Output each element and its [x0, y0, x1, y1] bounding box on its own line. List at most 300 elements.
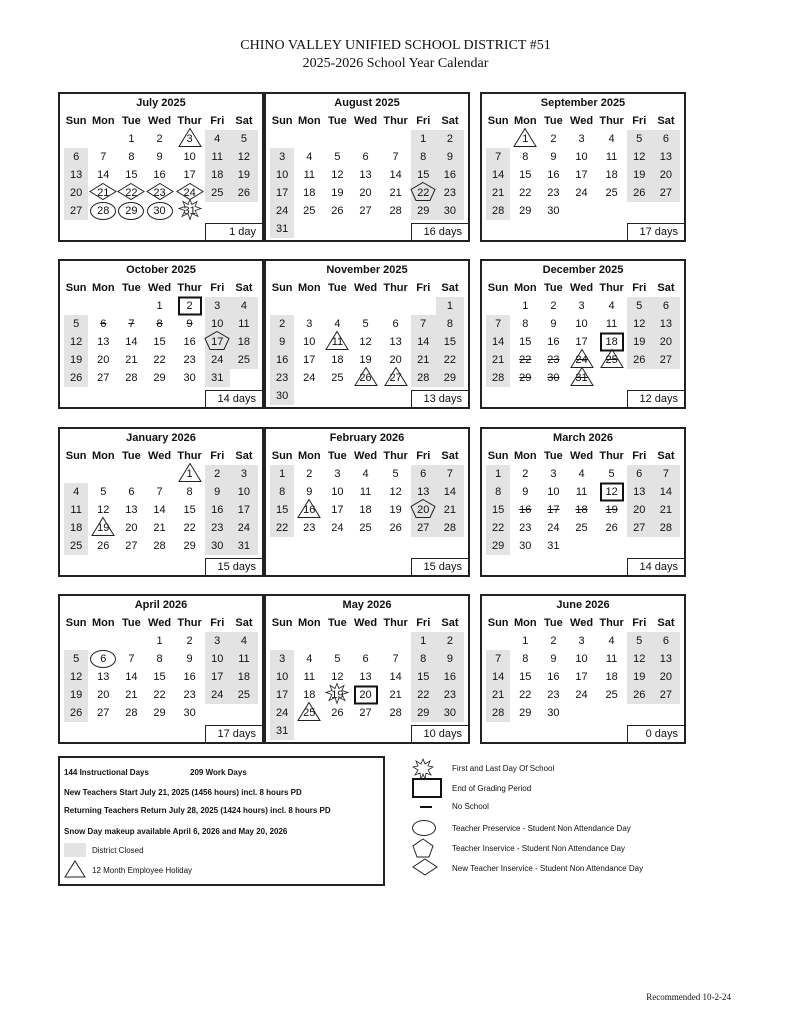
day-number: 22 — [519, 354, 532, 366]
day-cell — [351, 632, 381, 650]
day-number: 27 — [659, 689, 673, 701]
day-cell — [597, 220, 627, 238]
day-number: 23 — [547, 354, 560, 366]
weekday-header: Sat — [657, 617, 675, 629]
weekday-header: Tue — [328, 450, 347, 462]
day-cell — [652, 130, 680, 148]
day-cell — [294, 686, 324, 704]
day-cell — [205, 519, 230, 537]
day-cell — [652, 668, 680, 686]
day-cell — [88, 202, 118, 220]
day-number: 5 — [334, 151, 341, 163]
day-cell — [351, 650, 381, 668]
weekday-header: Tue — [122, 115, 141, 127]
weekday-header: Sat — [441, 450, 459, 462]
day-cell — [540, 315, 566, 333]
day-number: 8 — [156, 318, 163, 330]
work-days-count: 10 days — [411, 725, 468, 742]
day-cell — [205, 148, 230, 166]
day-cell — [381, 483, 411, 501]
day-cell — [230, 202, 258, 220]
day-cell — [510, 130, 540, 148]
day-cell — [436, 369, 464, 387]
day-cell — [567, 166, 597, 184]
day-cell — [230, 465, 258, 483]
day-number: 8 — [446, 318, 453, 330]
day-number: 9 — [156, 151, 163, 163]
day-cell — [597, 668, 627, 686]
day-number: 28 — [125, 372, 138, 384]
day-cell — [597, 465, 627, 483]
day-number: 16 — [183, 671, 196, 683]
district-closed-swatch — [64, 843, 86, 857]
month-title: September 2025 — [540, 97, 626, 109]
month-title: February 2026 — [329, 432, 405, 444]
day-cell — [88, 519, 118, 537]
day-number: 10 — [211, 653, 224, 665]
weekday-header: Sun — [65, 282, 87, 294]
day-cell — [230, 184, 258, 202]
day-cell — [486, 555, 510, 573]
day-cell — [540, 483, 566, 501]
day-number: 23 — [547, 187, 560, 199]
day-number: 7 — [392, 653, 399, 665]
day-cell — [436, 632, 464, 650]
day-cell — [567, 650, 597, 668]
day-cell — [567, 537, 597, 555]
day-number: 16 — [183, 336, 196, 348]
month-december-2025 — [480, 259, 686, 409]
day-cell — [270, 351, 294, 369]
day-cell — [324, 202, 350, 220]
day-cell — [64, 686, 88, 704]
day-number: 25 — [303, 707, 316, 719]
holiday-label: 12 Month Employee Holiday — [92, 866, 193, 875]
month-day-grid — [486, 112, 680, 238]
day-cell — [540, 704, 566, 722]
day-number: 29 — [153, 372, 166, 384]
day-number: 22 — [443, 354, 457, 366]
day-cell — [118, 148, 144, 166]
work-days-count: 12 days — [627, 390, 684, 407]
day-cell — [64, 704, 88, 722]
day-number: 12 — [359, 336, 372, 348]
weekday-header: Thur — [383, 450, 408, 462]
day-number: 2 — [306, 468, 313, 480]
day-number: 24 — [575, 354, 588, 366]
weekday-header: Sun — [271, 450, 293, 462]
day-number: 3 — [578, 635, 585, 647]
month-january-2026 — [58, 427, 264, 577]
day-cell — [627, 668, 652, 686]
weekday-header: Tue — [328, 617, 347, 629]
day-number: 9 — [306, 486, 313, 498]
day-cell — [510, 333, 540, 351]
day-cell — [540, 333, 566, 351]
day-number: 1 — [420, 133, 427, 145]
day-cell — [88, 650, 118, 668]
day-cell — [118, 315, 144, 333]
day-cell — [145, 686, 175, 704]
month-title: November 2025 — [326, 264, 408, 276]
day-cell — [324, 650, 350, 668]
weekday-header: Wed — [148, 115, 172, 127]
day-cell — [510, 519, 540, 537]
day-number: 5 — [73, 653, 80, 665]
day-cell — [294, 704, 324, 722]
day-number: 27 — [659, 354, 673, 366]
day-cell — [627, 650, 652, 668]
day-cell — [597, 704, 627, 722]
day-cell — [486, 369, 510, 387]
day-cell — [118, 351, 144, 369]
day-number: 21 — [125, 354, 138, 366]
day-number: 21 — [492, 187, 505, 199]
day-cell — [88, 722, 118, 740]
day-cell — [567, 555, 597, 573]
day-number: 18 — [605, 169, 618, 181]
day-cell — [324, 722, 350, 740]
new-inservice-label: New Teacher Inservice - Student Non Attendance Day — [452, 864, 644, 873]
day-cell — [230, 297, 258, 315]
day-cell — [205, 632, 230, 650]
day-cell — [145, 519, 175, 537]
day-cell — [381, 519, 411, 537]
day-number: 25 — [605, 354, 618, 366]
day-number: 5 — [362, 318, 369, 330]
day-number: 11 — [211, 151, 223, 163]
weekday-header: Fri — [210, 617, 225, 629]
weekday-header: Wed — [570, 450, 594, 462]
month-june-2026 — [480, 594, 686, 744]
day-number: 7 — [446, 468, 453, 480]
day-number: 27 — [97, 372, 110, 384]
day-cell — [324, 483, 350, 501]
day-cell — [510, 351, 540, 369]
day-cell — [627, 166, 652, 184]
day-cell — [381, 130, 411, 148]
day-cell — [436, 537, 464, 555]
day-number: 19 — [331, 187, 344, 199]
day-cell — [175, 369, 205, 387]
day-cell — [567, 202, 597, 220]
day-number: 24 — [211, 354, 224, 366]
day-number: 16 — [211, 504, 224, 516]
day-number: 15 — [417, 169, 430, 181]
day-cell — [88, 166, 118, 184]
day-cell — [294, 519, 324, 537]
day-cell — [88, 220, 118, 238]
day-cell — [230, 166, 258, 184]
day-number: 25 — [605, 187, 618, 199]
day-cell — [205, 166, 230, 184]
day-cell — [351, 202, 381, 220]
day-number: 18 — [331, 354, 344, 366]
day-cell — [118, 519, 144, 537]
day-cell — [88, 130, 118, 148]
day-number: 3 — [306, 318, 313, 330]
ellipse-icon — [412, 820, 436, 836]
day-cell — [436, 333, 464, 351]
day-number: 19 — [605, 504, 618, 516]
day-cell — [597, 333, 627, 351]
day-number: 15 — [519, 169, 532, 181]
weekday-header: Wed — [148, 450, 172, 462]
day-number: 20 — [359, 689, 372, 701]
district-closed-label: District Closed — [92, 846, 144, 855]
day-cell — [351, 483, 381, 501]
strike-icon — [420, 806, 432, 808]
day-cell — [486, 465, 510, 483]
day-cell — [540, 130, 566, 148]
day-cell — [118, 387, 144, 405]
weekday-header: Sun — [65, 617, 87, 629]
day-cell — [230, 519, 258, 537]
day-number: 28 — [443, 522, 457, 534]
day-number: 1 — [420, 635, 427, 647]
day-cell — [597, 632, 627, 650]
day-cell — [324, 166, 350, 184]
day-number: 17 — [183, 169, 196, 181]
day-cell — [351, 387, 381, 405]
weekday-header: Thur — [599, 617, 624, 629]
day-number: 30 — [211, 540, 224, 552]
recommended-note: Recommended 10-2-24 — [646, 992, 731, 1002]
day-cell — [324, 148, 350, 166]
day-cell — [652, 519, 680, 537]
day-number: 2 — [550, 635, 557, 647]
preservice-label: Teacher Preservice - Student Non Attendance Day — [452, 824, 631, 833]
day-number: 14 — [125, 336, 138, 348]
day-cell — [486, 704, 510, 722]
day-cell — [270, 130, 294, 148]
pentagon-icon — [412, 838, 434, 858]
day-cell — [294, 202, 324, 220]
weekday-header: Wed — [354, 617, 378, 629]
starburst-icon — [412, 758, 434, 780]
month-title: December 2025 — [542, 264, 624, 276]
day-number: 10 — [331, 486, 344, 498]
day-number: 17 — [575, 671, 588, 683]
day-cell — [270, 369, 294, 387]
day-number: 27 — [125, 540, 138, 552]
weekday-header: Sun — [487, 115, 509, 127]
day-cell — [175, 351, 205, 369]
day-cell — [64, 537, 88, 555]
day-cell — [436, 686, 464, 704]
day-cell — [270, 650, 294, 668]
day-number: 6 — [100, 653, 107, 665]
day-cell — [381, 166, 411, 184]
month-day-grid — [486, 447, 680, 573]
day-number: 14 — [659, 486, 673, 498]
day-number: 16 — [547, 169, 560, 181]
day-cell — [230, 704, 258, 722]
day-cell — [652, 148, 680, 166]
weekday-header: Mon — [91, 450, 115, 462]
day-cell — [381, 668, 411, 686]
day-cell — [540, 465, 566, 483]
weekday-header: Wed — [354, 450, 378, 462]
day-cell — [230, 369, 258, 387]
day-cell — [294, 555, 324, 573]
day-cell — [627, 369, 652, 387]
day-cell — [175, 202, 205, 220]
day-cell — [118, 166, 144, 184]
day-number: 25 — [359, 522, 372, 534]
day-number: 23 — [519, 522, 532, 534]
work-days-count: 1 day — [205, 223, 262, 240]
day-number: 13 — [70, 169, 83, 181]
day-cell — [567, 297, 597, 315]
day-cell — [64, 148, 88, 166]
day-cell — [540, 555, 566, 573]
day-number: 28 — [492, 372, 505, 384]
day-number: 22 — [417, 187, 430, 199]
day-cell — [567, 519, 597, 537]
day-number: 26 — [331, 707, 344, 719]
day-number: 29 — [519, 205, 532, 217]
day-cell — [652, 650, 680, 668]
day-cell — [205, 501, 230, 519]
day-cell — [175, 555, 205, 573]
weekday-header: Wed — [148, 282, 172, 294]
day-cell — [567, 130, 597, 148]
day-cell — [64, 369, 88, 387]
day-number: 14 — [389, 169, 402, 181]
day-cell — [486, 387, 510, 405]
day-number: 22 — [276, 522, 289, 534]
day-cell — [652, 315, 680, 333]
day-cell — [411, 465, 436, 483]
day-cell — [351, 501, 381, 519]
day-number: 29 — [153, 707, 166, 719]
day-cell — [567, 722, 597, 740]
day-cell — [64, 202, 88, 220]
grading-box-icon — [412, 778, 442, 798]
day-number: 29 — [492, 540, 505, 552]
day-number: 12 — [331, 671, 344, 683]
day-cell — [567, 351, 597, 369]
day-number: 13 — [97, 336, 110, 348]
day-number: 2 — [186, 300, 193, 312]
day-cell — [64, 166, 88, 184]
day-cell — [510, 650, 540, 668]
day-number: 21 — [492, 689, 505, 701]
day-cell — [597, 315, 627, 333]
day-cell — [175, 465, 205, 483]
day-cell — [597, 686, 627, 704]
day-number: 21 — [97, 187, 110, 199]
day-number: 13 — [633, 486, 646, 498]
day-cell — [88, 369, 118, 387]
day-cell — [175, 220, 205, 238]
day-cell — [652, 501, 680, 519]
day-cell — [411, 668, 436, 686]
day-cell — [64, 333, 88, 351]
day-number: 2 — [522, 468, 529, 480]
day-number: 24 — [331, 522, 344, 534]
day-cell — [145, 465, 175, 483]
work-days-count: 14 days — [205, 390, 262, 407]
day-cell — [597, 369, 627, 387]
day-cell — [205, 297, 230, 315]
day-number: 14 — [125, 671, 138, 683]
day-number: 4 — [362, 468, 369, 480]
day-number: 28 — [659, 522, 673, 534]
day-number: 29 — [519, 707, 532, 719]
day-number: 20 — [659, 169, 673, 181]
day-cell — [436, 148, 464, 166]
month-april-2026 — [58, 594, 264, 744]
weekday-header: Tue — [122, 617, 141, 629]
day-number: 26 — [331, 205, 344, 217]
day-cell — [145, 387, 175, 405]
day-number: 12 — [605, 486, 618, 498]
day-cell — [540, 387, 566, 405]
day-number: 19 — [389, 504, 402, 516]
day-cell — [351, 369, 381, 387]
weekday-header: Thur — [383, 282, 408, 294]
day-cell — [351, 220, 381, 238]
day-number: 23 — [183, 354, 196, 366]
day-cell — [567, 632, 597, 650]
day-cell — [118, 650, 144, 668]
day-cell — [486, 632, 510, 650]
weekday-header: Tue — [544, 617, 563, 629]
day-cell — [145, 555, 175, 573]
day-number: 21 — [492, 354, 505, 366]
day-cell — [436, 202, 464, 220]
day-number: 14 — [389, 671, 402, 683]
day-number: 18 — [70, 522, 83, 534]
day-cell — [294, 351, 324, 369]
day-cell — [351, 686, 381, 704]
day-number: 25 — [237, 689, 251, 701]
day-number: 26 — [633, 187, 646, 199]
day-cell — [652, 704, 680, 722]
day-cell — [567, 686, 597, 704]
day-cell — [351, 166, 381, 184]
day-cell — [145, 483, 175, 501]
day-cell — [597, 130, 627, 148]
day-cell — [351, 148, 381, 166]
day-cell — [175, 537, 205, 555]
day-cell — [351, 704, 381, 722]
day-cell — [540, 202, 566, 220]
month-september-2025 — [480, 92, 686, 242]
day-cell — [324, 184, 350, 202]
day-cell — [597, 483, 627, 501]
day-number: 23 — [211, 522, 224, 534]
weekday-header: Fri — [632, 450, 647, 462]
day-number: 8 — [156, 653, 163, 665]
day-number: 10 — [575, 151, 588, 163]
day-number: 15 — [276, 504, 289, 516]
day-number: 26 — [70, 707, 83, 719]
day-cell — [205, 704, 230, 722]
day-number: 4 — [306, 653, 313, 665]
day-number: 20 — [70, 187, 83, 199]
day-cell — [145, 650, 175, 668]
day-cell — [411, 351, 436, 369]
day-cell — [486, 184, 510, 202]
day-cell — [294, 722, 324, 740]
day-number: 16 — [547, 671, 560, 683]
day-cell — [540, 632, 566, 650]
day-cell — [324, 501, 350, 519]
weekday-header: Sat — [657, 115, 675, 127]
